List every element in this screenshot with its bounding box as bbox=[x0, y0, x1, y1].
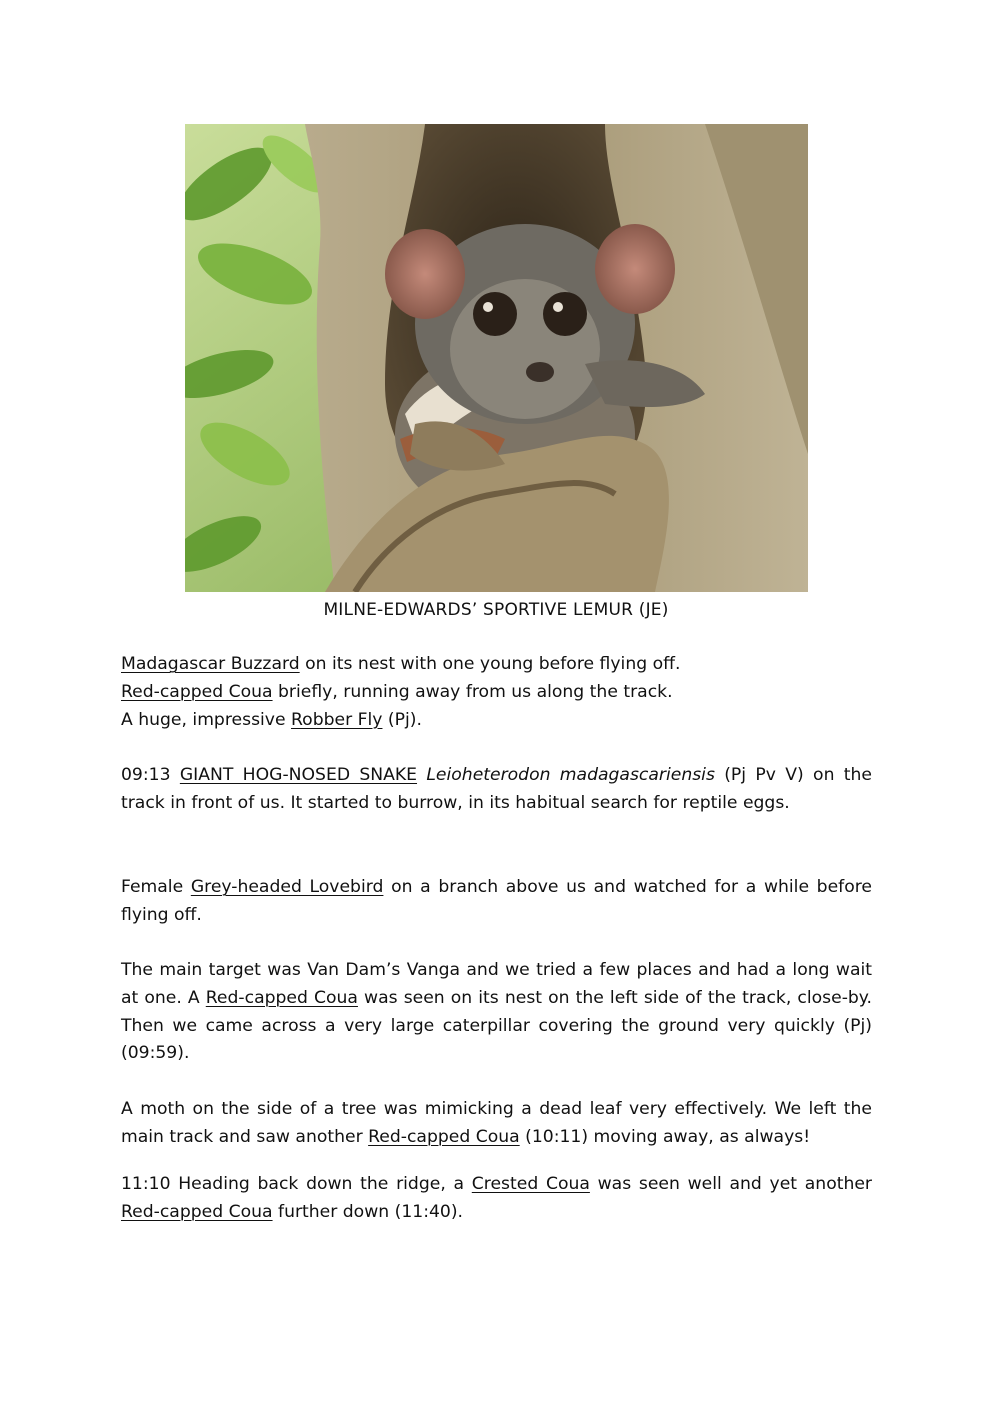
sighting-line: Red-capped Coua briefly, running away from us along the track. bbox=[121, 681, 673, 702]
sighting-line: Madagascar Buzzard on its nest with one young before flying off. bbox=[121, 654, 681, 674]
sightings-paragraph bbox=[121, 651, 872, 734]
lemur-photo bbox=[185, 124, 808, 592]
ridge-paragraph: 11:10 Heading back down the ridge, a Crested Coua was seen well and yet another Red-capped Coua further down (11:40). bbox=[121, 1174, 872, 1222]
species-name: GIANT HOG-NOSED SNAKE bbox=[179, 765, 418, 785]
species-name: Red-capped Coua bbox=[121, 681, 273, 702]
species-name: Crested Coua bbox=[471, 1174, 590, 1194]
scientific-name: Leioheterodon madagascariensis bbox=[426, 765, 715, 785]
species-name: Robber Fly bbox=[291, 709, 383, 730]
species-name: Grey-headed Lovebird bbox=[190, 877, 384, 897]
vanga-paragraph: The main target was Van Dam’s Vanga and we tried a few places and had a long wait at one. A Red-capped Coua was seen on its nest on the left side of the track, close-by. Then we came across a very large caterpillar covering the ground very quickly (Pj) (09:59). bbox=[121, 960, 872, 1064]
sighting-line: A huge, impressive Robber Fly (Pj). bbox=[121, 709, 422, 730]
photo-caption: MILNE-EDWARDS’ SPORTIVE LEMUR (JE) bbox=[323, 600, 669, 620]
species-name: Red-capped Coua bbox=[121, 1201, 273, 1222]
lovebird-paragraph: Female Grey-headed Lovebird on a branch above us and watched for a while before flying off. bbox=[121, 877, 872, 925]
species-name: Red-capped Coua bbox=[368, 1126, 520, 1147]
moth-paragraph: A moth on the side of a tree was mimicking a dead leaf very effectively. We left the main track and saw another Red-capped Coua (10:11) moving away, as always! bbox=[121, 1099, 872, 1147]
lemur-photo-illustration bbox=[185, 124, 808, 592]
snake-paragraph: 09:13 GIANT HOG-NOSED SNAKE Leioheterodon madagascariensis (Pj Pv V) on the track in front of us. It started to burrow, in its habitual search for reptile eggs. bbox=[121, 765, 872, 813]
species-name: Madagascar Buzzard bbox=[121, 654, 300, 674]
species-name: Red-capped Coua bbox=[205, 987, 358, 1008]
